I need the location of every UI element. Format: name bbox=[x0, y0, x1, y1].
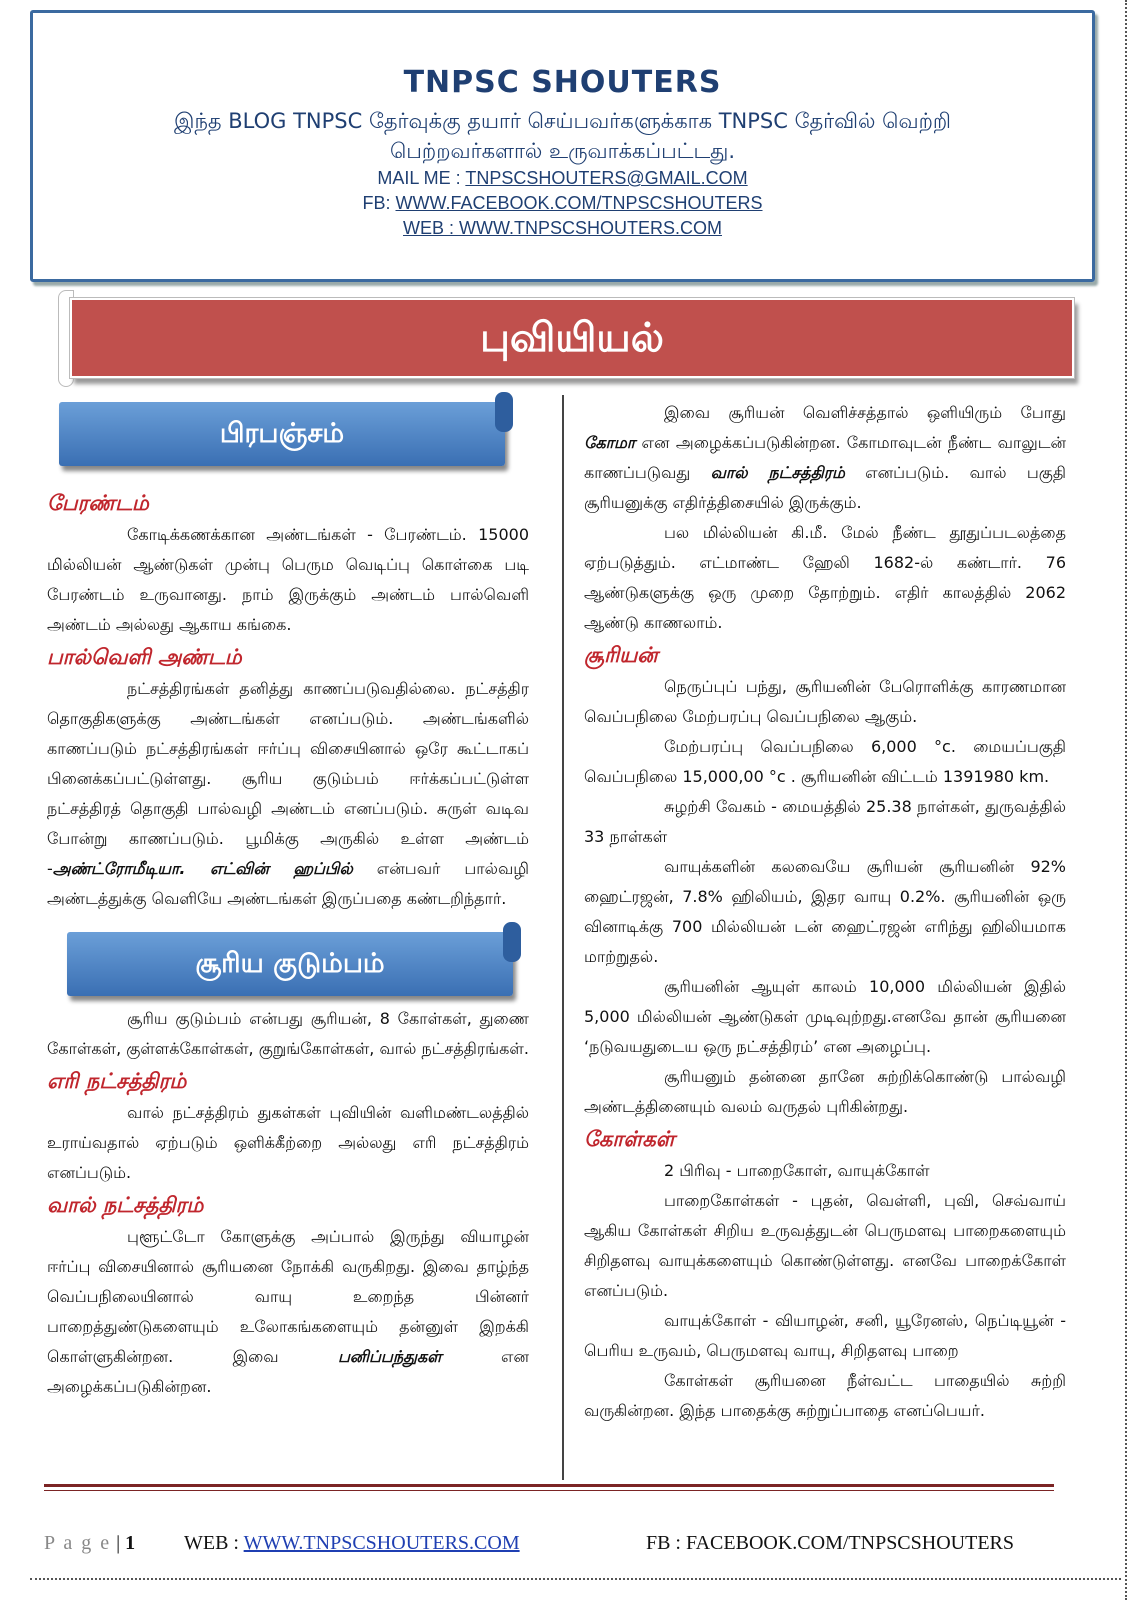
right-column bbox=[584, 398, 1066, 1426]
title-banner bbox=[58, 290, 1078, 390]
footer-rule-2 bbox=[44, 1490, 1054, 1491]
tab-label: சூரிய குடும்பம் bbox=[195, 948, 385, 979]
para-val bbox=[47, 1222, 529, 1402]
para-val-end: என அழைக்கப்படுகின்றன. bbox=[47, 1347, 529, 1396]
p1c: என அழைக்கப்படுகின்றன. கோமாவுடன் நீண்ட வாலுடன் காணப்படுவது bbox=[584, 433, 1066, 482]
mail-line bbox=[33, 166, 1092, 191]
tab-curl bbox=[503, 922, 521, 962]
para-sun-1: நெருப்புப் பந்து, சூரியனின் பேரொளிக்கு காரணமான வெப்பநிலை மேற்பரப்பு வெப்பநிலை ஆகும். bbox=[584, 677, 1066, 726]
footer-rule-1 bbox=[44, 1484, 1054, 1487]
para-palveli-bold: அண்ட்ரோமீடியா. எட்வின் ஹப்பில் bbox=[52, 859, 353, 878]
heading-perandam: பேரண்டம் bbox=[47, 491, 149, 515]
section-tab-prapancham bbox=[59, 402, 505, 466]
footer-fb: FB : FACEBOOK.COM/TNPSCSHOUTERS bbox=[645, 1532, 1014, 1554]
fb-label: FB: bbox=[362, 193, 396, 213]
para-planets-2: பாறைகோள்கள் - புதன், வெள்ளி, புவி, செவ்வாய் ஆகிய கோள்கள் சிறிய உருவத்துடன் பெருமளவு பாறைகளையும் சிறிதளவு வாயுக்களையும் கொண்டுள்ளது. எனவே பாறைக்கோள் எனப்படும். bbox=[584, 1191, 1066, 1300]
page-number: 1 bbox=[125, 1532, 136, 1554]
para-planets-1: 2 பிரிவு - பாறைகோள், வாயுக்கோள் bbox=[664, 1161, 930, 1180]
site-title: TNPSC SHOUTERS bbox=[403, 65, 722, 100]
p1a: இவை சூரியன் வெளிச்சத்தால் ஒளியிரும் போது bbox=[664, 403, 1066, 422]
tab-curl bbox=[495, 392, 513, 432]
heading-suriyan: சூரியன் bbox=[584, 643, 658, 667]
column-divider bbox=[562, 395, 564, 1480]
para-palveli-end: என்பவர் பால்வழி அண்டத்துக்கு வெளியே அண்டங்கள் இருப்பதை கண்டறிந்தார். bbox=[47, 859, 529, 908]
para-sun-3: சுழற்சி வேகம் - மையத்தில் 25.38 நாள்கள், துருவத்தில் 33 நாள்கள் bbox=[584, 797, 1066, 846]
mail-label: MAIL ME : bbox=[377, 168, 466, 188]
left-column bbox=[47, 402, 529, 1402]
footer-web-link[interactable]: WWW.TNPSCSHOUTERS.COM bbox=[243, 1532, 520, 1554]
footer-web bbox=[184, 1532, 520, 1555]
page-label: P a g e bbox=[44, 1532, 112, 1554]
page-border-right bbox=[1125, 0, 1127, 1600]
para-val-bold: பனிப்பந்துகள் bbox=[337, 1347, 442, 1366]
tagline-1: இந்த BLOG TNPSC தேர்வுக்கு தயார் செய்பவர்களுக்காக TNPSC தேர்வில் வெற்றி bbox=[174, 109, 951, 133]
para-halley: பல மில்லியன் கி.மீ. மேல் நீண்ட தூதுப்படலத்தை ஏற்படுத்தும். எட்மாண்ட ஹேலி 1682-ல் கண்டார். 76 ஆண்டுகளுக்கு ஒரு முறை தோற்றும். எதிர் காலத்தில் 2062 ஆண்டு காணலாம். bbox=[584, 523, 1066, 632]
mail-link[interactable]: TNPSCSHOUTERS@GMAIL.COM bbox=[465, 168, 748, 188]
section-tab-suriya-kudumbam bbox=[67, 932, 513, 996]
page-sep: | bbox=[111, 1532, 126, 1554]
para-sun-5: சூரியனின் ஆயுள் காலம் 10,000 மில்லியன் இதில் 5,000 மில்லியன் ஆண்டுகள் முடிவுற்றது.எனவே தான் சூரியனை ‘நடுவயதுடைய ஒரு நட்சத்திரம்’ என அழைப்பு. bbox=[584, 977, 1066, 1056]
para-sun-2: மேற்பரப்பு வெப்பநிலை 6,000 °c. மையப்பகுதி வெப்பநிலை 15,000,00 °c . சூரியனின் விட்டம் 1391980 km. bbox=[584, 737, 1066, 786]
p1d-bold: வால் நட்சத்திரம் bbox=[710, 463, 845, 482]
para-eri: வால் நட்சத்திரம் துகள்கள் புவியின் வளிமண்டலத்தில் உராய்வதால் ஏற்படும் ஒளிக்கீற்றை அல்லது எரி நட்சத்திரம் எனப்படும். bbox=[47, 1103, 529, 1182]
tagline-2: பெற்றவர்களால் உருவாக்கப்பட்டது. bbox=[389, 139, 736, 163]
para-val-text: புளூட்டோ கோளுக்கு அப்பால் இருந்து வியாழன் ஈர்ப்பு விசையினால் சூரியனை நோக்கி வருகிறது. இவை தாழ்ந்த வெப்பநிலையினால் வாயு உறைந்த பின்னர் பாறைத்துண்டுகளையும் உலோகங்களையும் தன்னுள் இறக்கி கொள்ளுகின்றன. இவை bbox=[47, 1227, 529, 1366]
footer bbox=[44, 1532, 1054, 1562]
p1e: எனப்படும். வால் பகுதி சூரியனுக்கு எதிர்த்திசையில் இருக்கும். bbox=[584, 463, 1066, 512]
para-sun-4: வாயுக்களின் கலவையே சூரியன் சூரியனின் 92% ஹைட்ரஜன், 7.8% ஹிலியம், இதர வாயு 0.2%. சூரியனின் ஒரு வினாடிக்கு 700 மில்லியன் டன் ஹைட்ரஜன் எரிந்து ஹிலியமாக மாற்றுதல். bbox=[584, 857, 1066, 966]
para-coma bbox=[584, 398, 1066, 518]
page-border-bottom bbox=[30, 1578, 1121, 1580]
heading-eri: எரி நட்சத்திரம் bbox=[47, 1069, 187, 1093]
footer-web-label: WEB : bbox=[184, 1532, 244, 1554]
heading-kolgal: கோள்கள் bbox=[584, 1127, 675, 1151]
header-box bbox=[30, 10, 1095, 282]
web-link[interactable]: WEB : WWW.TNPSCSHOUTERS.COM bbox=[403, 218, 722, 238]
p1b-bold: கோமா bbox=[584, 433, 636, 452]
fb-link[interactable]: WWW.FACEBOOK.COM/TNPSCSHOUTERS bbox=[395, 193, 763, 213]
tab-label: பிரபஞ்சம் bbox=[219, 418, 345, 449]
para-planets-4: கோள்கள் சூரியனை நீள்வட்ட பாதையில் சுற்றி வருகின்றன. இந்த பாதைக்கு சுற்றுப்பாதை எனப்பெயர். bbox=[584, 1371, 1066, 1420]
fb-line bbox=[33, 191, 1092, 216]
web-line bbox=[33, 216, 1092, 241]
para-planets-3: வாயுக்கோள் - வியாழன், சனி, யூரேனஸ், நெப்டியூன் - பெரிய உருவம், பெருமளவு வாயு, சிறிதளவு பாறை bbox=[584, 1311, 1066, 1360]
banner-title: புவியியல் bbox=[70, 298, 1074, 378]
heading-palveli: பால்வெளி அண்டம் bbox=[47, 645, 242, 669]
para-sun-6: சூரியனும் தன்னை தானே சுற்றிக்கொண்டு பால்வழி அண்டத்தினையும் வலம் வருதல் புரிகின்றது. bbox=[584, 1067, 1066, 1116]
para-suriya-kudumbam: சூரிய குடும்பம் என்பது சூரியன், 8 கோள்கள், துணை கோள்கள், குள்ளக்கோள்கள், குறுங்கோள்கள், வால் நட்சத்திரங்கள். bbox=[47, 1009, 529, 1058]
para-palveli bbox=[47, 674, 529, 914]
heading-val: வால் நட்சத்திரம் bbox=[47, 1193, 204, 1217]
para-perandam: கோடிக்கணக்கான அண்டங்கள் - பேரண்டம். 15000 மில்லியன் ஆண்டுகள் முன்பு பெரும வெடிப்பு கொள்கை படி பேரண்டம் உருவானது. நாம் இருக்கும் அண்டம் பால்வெளி அண்டம் அல்லது ஆகாய கங்கை. bbox=[47, 525, 529, 634]
para-palveli-text: நட்சத்திரங்கள் தனித்து காணப்படுவதில்லை. நட்சத்திர தொகுதிகளுக்கு அண்டங்கள் எனப்படும். அண்டங்களில் காணப்படும் நட்சத்திரங்கள் ஈர்ப்பு விசையினால் ஒரே கூட்டாகப் பினைக்கப்பட்டுள்ளது. சூரிய குடும்பம் ஈர்க்கப்பட்டுள்ள நட்சத்திரத் தொகுதி பால்வழி அண்டம் எனப்படும். சுருள் வடிவ போன்று காணப்படும். பூமிக்கு அருகில் உள்ள அண்டம் - bbox=[47, 679, 529, 878]
